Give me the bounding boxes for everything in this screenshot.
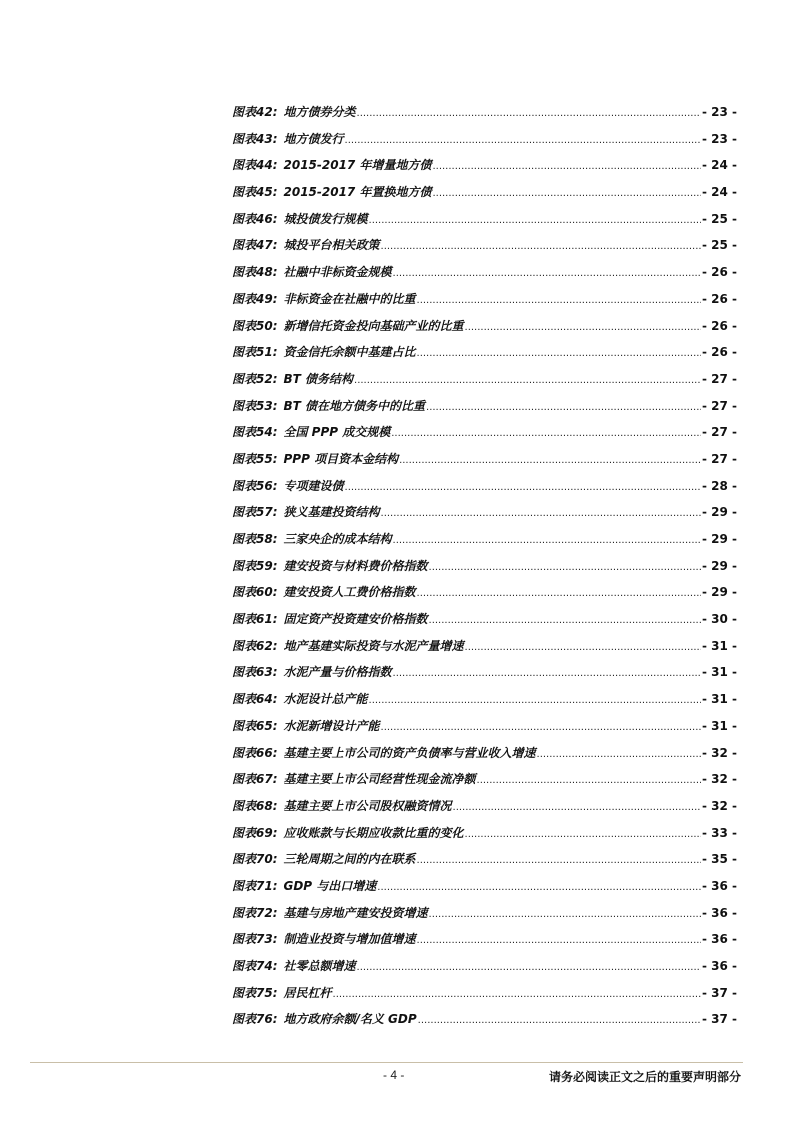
toc-entry-page: - 29 - xyxy=(701,505,737,520)
toc-entry[interactable] xyxy=(232,553,737,580)
toc-entry[interactable] xyxy=(232,820,737,847)
toc-entry[interactable] xyxy=(232,766,737,793)
toc-leader-dots xyxy=(417,848,701,875)
toc-entry-page: - 26 - xyxy=(701,291,737,306)
footer-divider xyxy=(30,1062,743,1063)
toc-entry-label: 图表58: xyxy=(232,532,278,546)
toc-entry-page: - 27 - xyxy=(701,398,737,413)
toc-leader-dots xyxy=(429,902,701,929)
toc-entry-page: - 26 - xyxy=(701,318,737,333)
toc-leader-dots xyxy=(465,635,701,662)
page-number: - 4 - xyxy=(383,1068,405,1082)
toc-entry-title: 地产基建实际投资与水泥产量增速 xyxy=(283,638,464,653)
toc-entry-title: 基建主要上市公司经营性现金流净额 xyxy=(283,772,476,787)
toc-entry-page: - 36 - xyxy=(701,905,737,920)
toc-entry-title: 社融中非标资金规模 xyxy=(283,265,392,280)
toc-entry-label: 图表55: xyxy=(232,451,278,466)
toc-entry[interactable] xyxy=(232,873,737,900)
table-of-figures xyxy=(232,99,737,1033)
toc-entry-page: - 23 - xyxy=(701,105,737,119)
toc-entry-page: - 26 - xyxy=(701,265,737,280)
toc-entry-title: 非标资金在社融中的比重 xyxy=(283,291,416,306)
toc-entry-page: - 37 - xyxy=(701,1012,737,1027)
toc-entry-label: 图表54: xyxy=(232,425,278,440)
toc-entry[interactable] xyxy=(232,953,737,980)
toc-entry-label: 图表44: xyxy=(232,158,278,173)
toc-entry[interactable] xyxy=(232,366,737,393)
toc-leader-dots xyxy=(432,154,701,181)
toc-leader-dots xyxy=(393,661,701,688)
toc-entry-label: 图表49: xyxy=(232,291,278,306)
toc-entry-label: 图表62: xyxy=(232,638,278,653)
toc-entry-title: 基建主要上市公司股权融资情况 xyxy=(283,798,452,813)
toc-entry[interactable] xyxy=(232,900,737,927)
toc-entry[interactable] xyxy=(232,740,737,767)
toc-entry-title: 应收账款与长期应收款比重的变化 xyxy=(283,825,464,840)
toc-leader-dots xyxy=(357,101,701,128)
disclaimer-text: 请务必阅读正文之后的重要声明部分 xyxy=(548,1070,741,1084)
toc-entry-page: - 32 - xyxy=(701,745,737,760)
toc-entry[interactable] xyxy=(232,579,737,606)
toc-entry[interactable] xyxy=(232,846,737,873)
toc-entry-title: 2015-2017 年增量地方债 xyxy=(283,158,432,173)
toc-entry-title: 2015-2017 年置换地方债 xyxy=(283,185,432,200)
toc-leader-dots xyxy=(399,448,701,475)
toc-entry[interactable] xyxy=(232,793,737,820)
toc-entry-page: - 29 - xyxy=(701,558,737,573)
toc-entry-title: PPP 项目资本金结构 xyxy=(283,451,399,466)
toc-entry[interactable] xyxy=(232,206,737,233)
toc-entry-title: BT 债在地方债务中的比重 xyxy=(283,398,426,413)
toc-leader-dots xyxy=(345,475,701,502)
toc-entry[interactable] xyxy=(232,232,737,259)
toc-entry-label: 图表48: xyxy=(232,265,278,280)
toc-leader-dots xyxy=(477,768,701,795)
toc-entry-page: - 36 - xyxy=(701,932,737,947)
toc-entry-title: 固定资产投资建安价格指数 xyxy=(283,612,428,627)
toc-entry-label: 图表67: xyxy=(232,772,278,787)
toc-entry[interactable] xyxy=(232,686,737,713)
toc-entry-title: 全国 PPP 成交规模 xyxy=(283,425,391,440)
toc-entry[interactable] xyxy=(232,259,737,286)
toc-leader-dots xyxy=(391,421,701,448)
toc-entry-label: 图表59: xyxy=(232,558,278,573)
toc-entry-title: 建安投资与材料费价格指数 xyxy=(283,558,428,573)
toc-entry[interactable] xyxy=(232,393,737,420)
toc-entry-title: 城投债发行规模 xyxy=(283,211,368,226)
toc-leader-dots xyxy=(345,128,701,155)
toc-entry-page: - 24 - xyxy=(701,185,737,200)
toc-entry[interactable] xyxy=(232,313,737,340)
toc-leader-dots xyxy=(537,742,701,769)
toc-entry-title: 资金信托余额中基建占比 xyxy=(283,345,416,360)
toc-entry-page: - 29 - xyxy=(701,585,737,600)
toc-entry-label: 图表51: xyxy=(232,345,278,360)
toc-entry-title: 地方政府余额/名义 GDP xyxy=(283,1012,417,1027)
toc-entry-page: - 26 - xyxy=(701,345,737,360)
toc-entry-label: 图表70: xyxy=(232,852,278,867)
toc-entry[interactable] xyxy=(232,419,737,446)
toc-entry-title: 狭义基建投资结构 xyxy=(283,505,380,520)
toc-entry-label: 图表71: xyxy=(232,878,278,893)
toc-entry-page: - 36 - xyxy=(701,959,737,973)
toc-leader-dots xyxy=(465,315,701,342)
toc-entry[interactable] xyxy=(232,926,737,953)
toc-leader-dots xyxy=(354,368,701,395)
toc-entry-label: 图表46: xyxy=(232,211,278,226)
toc-entry-title: 制造业投资与增加值增速 xyxy=(283,932,416,947)
toc-entry-title: 专项建设债 xyxy=(283,478,344,493)
toc-entry-page: - 25 - xyxy=(701,211,737,226)
toc-entry[interactable] xyxy=(232,286,737,313)
toc-entry-label: 图表65: xyxy=(232,718,278,733)
toc-entry-page: - 27 - xyxy=(701,371,737,386)
toc-entry-label: 图表47: xyxy=(232,238,278,253)
toc-leader-dots xyxy=(333,982,701,1009)
toc-leader-dots xyxy=(381,234,701,261)
toc-entry[interactable] xyxy=(232,1006,737,1033)
toc-entry[interactable] xyxy=(232,99,737,126)
toc-entry-label: 图表64: xyxy=(232,692,278,707)
toc-entry-label: 图表63: xyxy=(232,665,278,680)
toc-entry-page: - 27 - xyxy=(701,451,737,466)
toc-entry-page: - 31 - xyxy=(701,665,737,680)
toc-entry-page: - 32 - xyxy=(701,798,737,813)
toc-entry-page: - 35 - xyxy=(701,852,737,867)
toc-entry-title: 新增信托资金投向基础产业的比重 xyxy=(283,318,464,333)
toc-leader-dots xyxy=(417,928,701,955)
toc-entry[interactable] xyxy=(232,633,737,660)
toc-entry[interactable] xyxy=(232,606,737,633)
toc-entry-page: - 32 - xyxy=(701,772,737,787)
toc-entry-title: 三家央企的成本结构 xyxy=(283,532,392,546)
toc-leader-dots xyxy=(429,555,701,582)
toc-entry-title: 三轮周期之间的内在联系 xyxy=(283,852,416,867)
toc-entry-label: 图表43: xyxy=(232,131,278,146)
toc-entry-title: 社零总额增速 xyxy=(283,959,356,973)
toc-entry-title: GDP 与出口增速 xyxy=(283,878,377,893)
toc-entry-label: 图表42: xyxy=(232,105,278,119)
toc-entry-label: 图表50: xyxy=(232,318,278,333)
toc-entry-label: 图表60: xyxy=(232,585,278,600)
toc-leader-dots xyxy=(429,608,701,635)
toc-entry-label: 图表73: xyxy=(232,932,278,947)
toc-entry-title: 城投平台相关政策 xyxy=(283,238,380,253)
toc-entry-title: 地方债发行 xyxy=(283,131,344,146)
toc-leader-dots xyxy=(393,261,701,288)
toc-entry-title: 水泥设计总产能 xyxy=(283,692,368,707)
toc-entry-label: 图表57: xyxy=(232,505,278,520)
toc-entry[interactable] xyxy=(232,499,737,526)
toc-entry[interactable] xyxy=(232,980,737,1007)
toc-entry-page: - 33 - xyxy=(701,825,737,840)
toc-leader-dots xyxy=(465,822,701,849)
toc-entry-title: 基建与房地产建安投资增速 xyxy=(283,905,428,920)
toc-entry-title: 建安投资人工费价格指数 xyxy=(283,585,416,600)
toc-entry-label: 图表69: xyxy=(232,825,278,840)
toc-entry[interactable] xyxy=(232,339,737,366)
toc-entry-page: - 30 - xyxy=(701,612,737,627)
toc-entry[interactable] xyxy=(232,713,737,740)
toc-entry-label: 图表76: xyxy=(232,1012,278,1027)
toc-entry-label: 图表75: xyxy=(232,985,278,1000)
toc-entry-label: 图表72: xyxy=(232,905,278,920)
toc-entry-page: - 24 - xyxy=(701,158,737,173)
toc-leader-dots xyxy=(357,955,701,982)
toc-entry-title: BT 债务结构 xyxy=(283,371,354,386)
toc-entry-title: 基建主要上市公司的资产负债率与营业收入增速 xyxy=(283,745,536,760)
toc-entry-page: - 36 - xyxy=(701,878,737,893)
toc-leader-dots xyxy=(377,875,701,902)
toc-leader-dots xyxy=(369,208,701,235)
toc-entry[interactable] xyxy=(232,152,737,179)
toc-leader-dots xyxy=(432,181,701,208)
toc-entry-title: 居民杠杆 xyxy=(283,985,332,1000)
toc-entry[interactable] xyxy=(232,446,737,473)
toc-leader-dots xyxy=(393,528,701,555)
toc-leader-dots xyxy=(418,1008,701,1035)
toc-entry-label: 图表61: xyxy=(232,612,278,627)
toc-entry-page: - 28 - xyxy=(701,478,737,493)
toc-entry-page: - 31 - xyxy=(701,638,737,653)
toc-entry-page: - 23 - xyxy=(701,131,737,146)
toc-entry-page: - 27 - xyxy=(701,425,737,440)
toc-entry-label: 图表74: xyxy=(232,959,278,973)
toc-entry-page: - 37 - xyxy=(701,985,737,1000)
toc-entry[interactable] xyxy=(232,526,737,553)
toc-entry-title: 地方债券分类 xyxy=(283,105,356,119)
toc-entry-label: 图表45: xyxy=(232,185,278,200)
toc-leader-dots xyxy=(381,715,701,742)
toc-leader-dots xyxy=(453,795,701,822)
toc-entry[interactable] xyxy=(232,179,737,206)
toc-entry-label: 图表66: xyxy=(232,745,278,760)
toc-entry-label: 图表53: xyxy=(232,398,278,413)
toc-entry-title: 水泥产量与价格指数 xyxy=(283,665,392,680)
toc-entry[interactable] xyxy=(232,473,737,500)
toc-entry[interactable] xyxy=(232,126,737,153)
toc-leader-dots xyxy=(426,395,701,422)
toc-entry-page: - 31 - xyxy=(701,692,737,707)
toc-leader-dots xyxy=(369,688,701,715)
toc-entry-title: 水泥新增设计产能 xyxy=(283,718,380,733)
toc-entry-page: - 29 - xyxy=(701,532,737,546)
toc-entry-page: - 31 - xyxy=(701,718,737,733)
toc-entry[interactable] xyxy=(232,659,737,686)
toc-entry-label: 图表68: xyxy=(232,798,278,813)
toc-leader-dots xyxy=(381,501,701,528)
toc-entry-label: 图表52: xyxy=(232,371,278,386)
toc-leader-dots xyxy=(417,341,701,368)
toc-entry-label: 图表56: xyxy=(232,478,278,493)
toc-leader-dots xyxy=(417,581,701,608)
toc-leader-dots xyxy=(417,288,701,315)
toc-entry-page: - 25 - xyxy=(701,238,737,253)
